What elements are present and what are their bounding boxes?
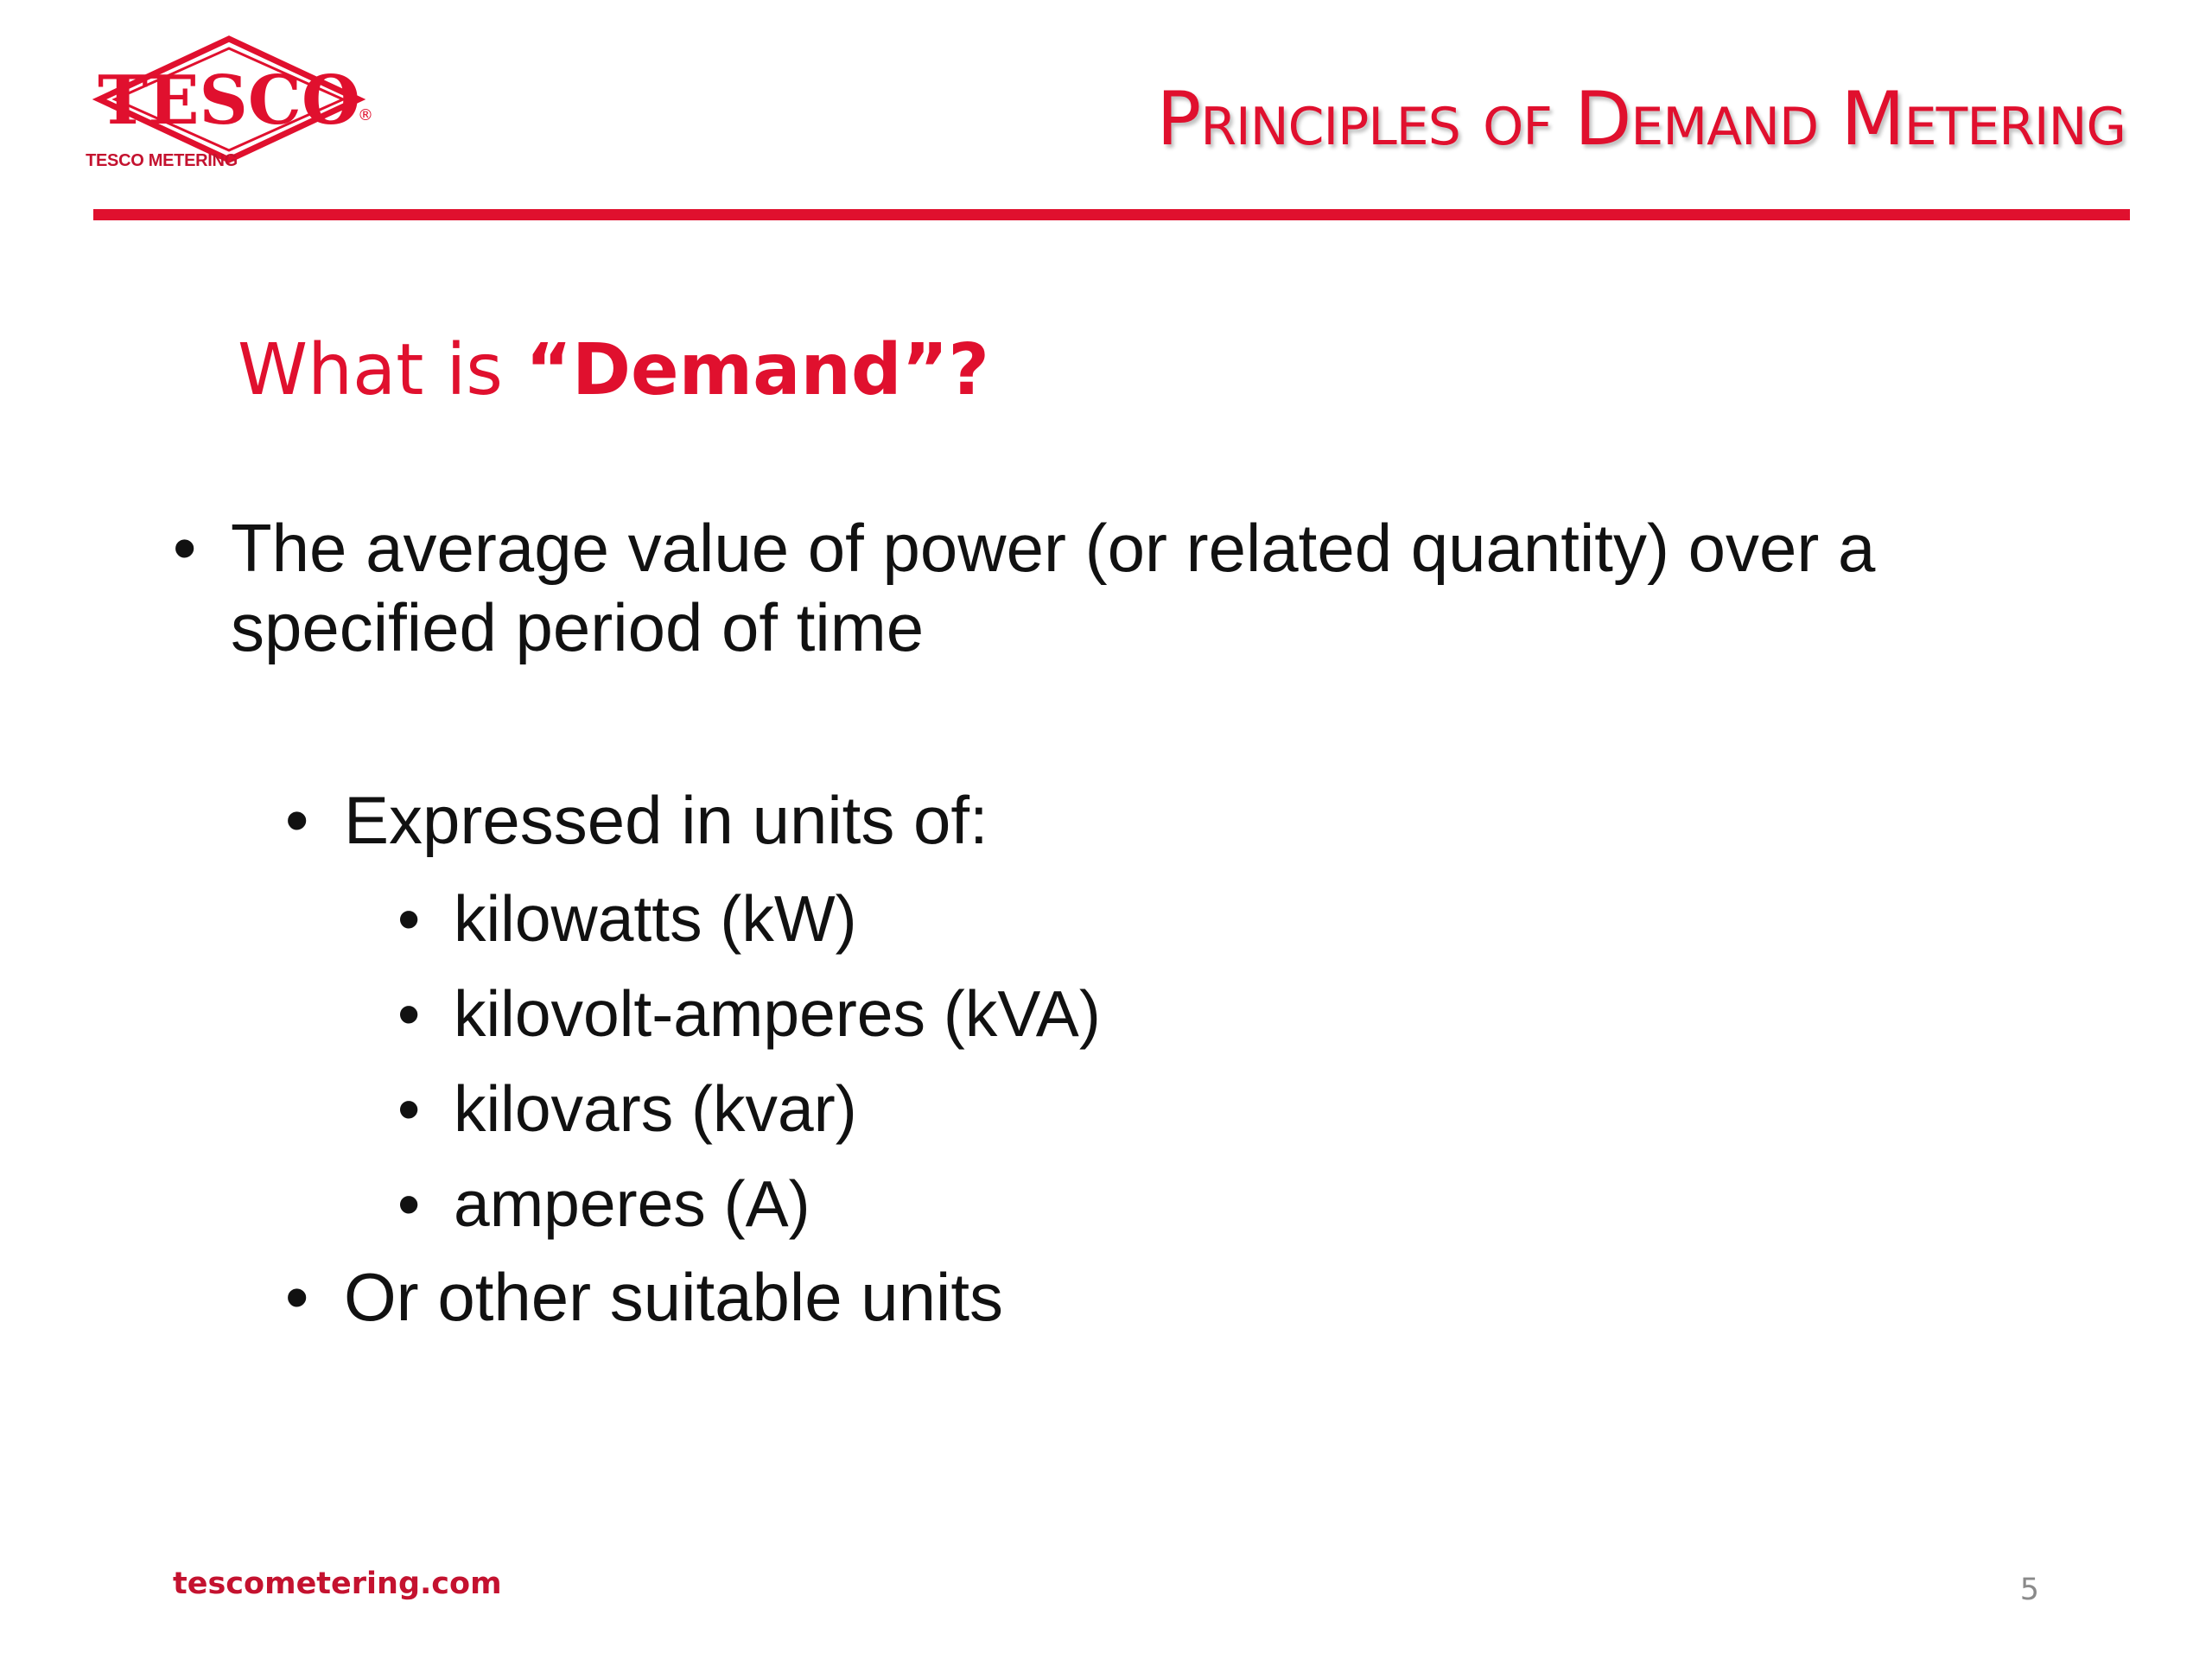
page-number: 5: [2019, 1573, 2039, 1607]
bullet-definition-text: [231, 508, 1875, 667]
tesco-logo: [91, 30, 385, 203]
subtitle-prefix: What is: [238, 329, 526, 411]
unit-amperes: amperes (A): [454, 1167, 810, 1240]
subtitle-emphasis: “Demand”?: [525, 329, 989, 411]
bullet-dot: •: [397, 1167, 421, 1240]
bullet-other-units-text: Or other suitable units: [344, 1259, 1004, 1335]
slide-header-title: Principles of Demand Metering: [1156, 76, 2126, 162]
slide-subtitle: [238, 329, 989, 411]
bullet-dot: •: [397, 977, 421, 1050]
unit-kilovolt-amperes: kilovolt-amperes (kVA): [454, 977, 1101, 1050]
definition-line-1: The average value of power (or related quantity) over a: [231, 510, 1876, 586]
header-divider: [93, 209, 2130, 220]
bullet-dot: •: [397, 1072, 421, 1145]
unit-kilovars: kilovars (kvar): [454, 1072, 857, 1145]
logo-caption: TESCO METERING: [86, 151, 238, 170]
bullet-dot: •: [285, 782, 309, 858]
definition-line-2: specified period of time: [231, 589, 925, 665]
logo-wordmark: TESCO: [98, 61, 360, 140]
bullet-expressed-text: Expressed in units of:: [344, 782, 988, 858]
tesco-diamond-logo-icon: [91, 30, 385, 203]
footer-website-link[interactable]: tescometering.com: [173, 1567, 502, 1601]
bullet-dot: •: [285, 1259, 309, 1335]
unit-kilowatts: kilowatts (kW): [454, 882, 857, 955]
bullet-dot: •: [397, 882, 421, 955]
registered-mark: ®: [358, 106, 373, 124]
bullet-dot: •: [173, 510, 197, 586]
